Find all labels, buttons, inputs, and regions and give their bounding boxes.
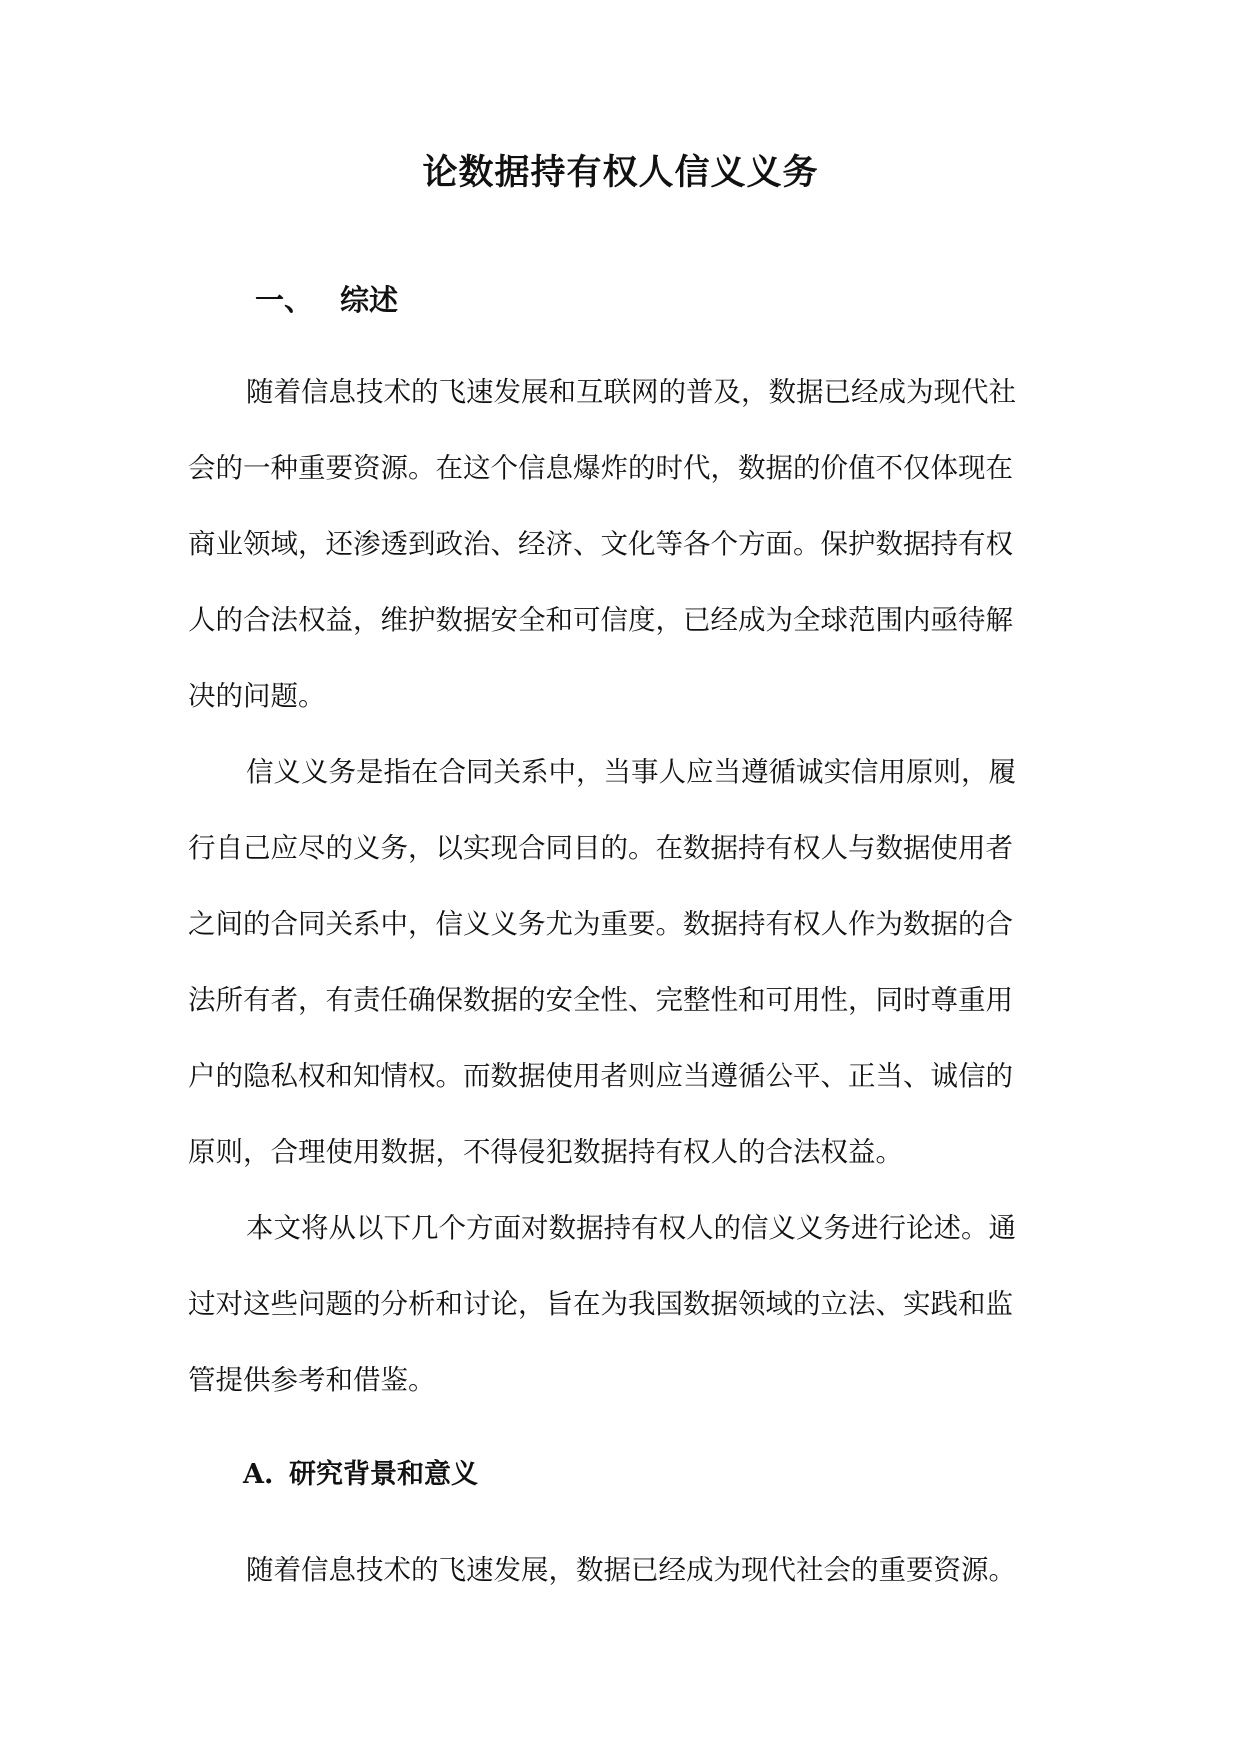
- text-line: 之间的合同关系中，信义义务尤为重要。数据持有权人作为数据的合: [188, 908, 1013, 940]
- section-number: 一、: [255, 283, 314, 317]
- subsection-title: 研究背景和意义: [289, 1459, 478, 1490]
- text-line: 本文将从以下几个方面对数据持有权人的信义义务进行论述。通: [246, 1212, 1016, 1244]
- text-line: 行自己应尽的义务，以实现合同目的。在数据持有权人与数据使用者: [188, 832, 1013, 864]
- text-line: 会的一种重要资源。在这个信息爆炸的时代，数据的价值不仅体现在: [188, 452, 1013, 484]
- section-title: 综述: [340, 283, 399, 317]
- paragraph-3: [188, 1190, 1058, 1418]
- document-title: 论数据持有权人信义义务: [422, 153, 819, 193]
- subsection-heading-a: [243, 1455, 478, 1495]
- paragraph-2: [188, 734, 1058, 1190]
- text-line: 人的合法权益，维护数据安全和可信度，已经成为全球范围内亟待解: [188, 604, 1013, 636]
- text-line: 法所有者，有责任确保数据的安全性、完整性和可用性，同时尊重用: [188, 984, 1013, 1016]
- text-line: 管提供参考和借鉴。: [188, 1364, 436, 1396]
- text-line: 随着信息技术的飞速发展，数据已经成为现代社会的重要资源。: [246, 1554, 1016, 1586]
- text-line: 过对这些问题的分析和讨论，旨在为我国数据领域的立法、实践和监: [188, 1288, 1013, 1320]
- paragraph-4: [188, 1532, 1058, 1608]
- text-line: 原则，合理使用数据，不得侵犯数据持有权人的合法权益。: [188, 1136, 903, 1168]
- text-line: 随着信息技术的飞速发展和互联网的普及，数据已经成为现代社: [246, 376, 1016, 408]
- subsection-number: A.: [243, 1459, 274, 1490]
- text-line: 决的问题。: [188, 680, 326, 712]
- paragraph-1: [188, 354, 1058, 734]
- section-heading-1: [255, 280, 398, 320]
- text-line: 信义义务是指在合同关系中，当事人应当遵循诚实信用原则，履: [246, 756, 1016, 788]
- text-line: 商业领域，还渗透到政治、经济、文化等各个方面。保护数据持有权: [188, 528, 1013, 560]
- text-line: 户的隐私权和知情权。而数据使用者则应当遵循公平、正当、诚信的: [188, 1060, 1013, 1092]
